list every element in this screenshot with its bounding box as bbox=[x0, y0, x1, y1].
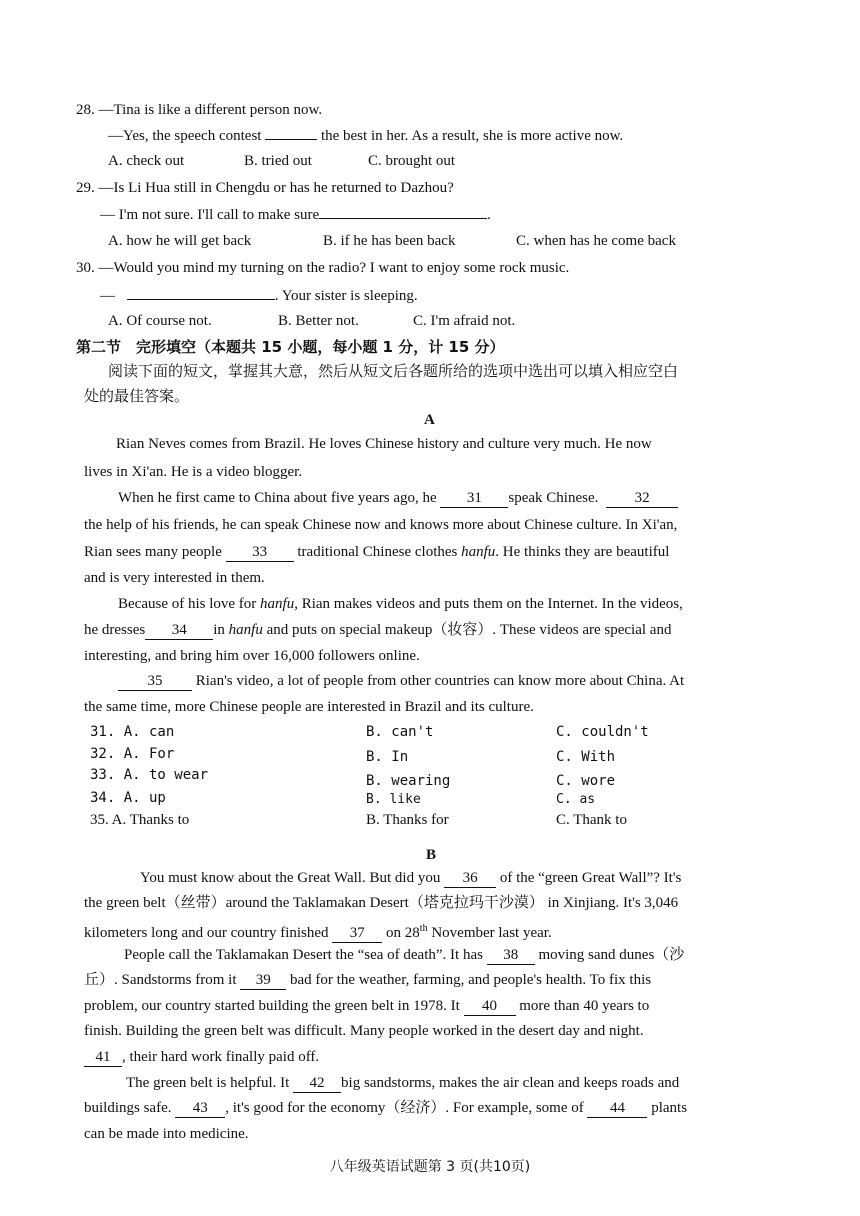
passage-line: problem, our country started building the green belt in 1978. It 40 more than 40 years to bbox=[84, 998, 650, 1014]
option-a: 33. A. to wear bbox=[90, 767, 209, 783]
question-28-response: —Yes, the speech contest the best in her. As a result, she is more active now. bbox=[108, 128, 624, 144]
question-30-response: — . Your sister is sleeping. bbox=[100, 288, 418, 304]
blank-31: 31 bbox=[440, 490, 508, 508]
option-a: 35. A. Thanks to bbox=[90, 812, 190, 828]
blank-42: 42 bbox=[293, 1075, 341, 1093]
question-number: 28. bbox=[76, 102, 95, 118]
passage-line: You must know about the Great Wall. But did you 36 of the “green Great Wall”? It's bbox=[140, 870, 682, 886]
question-30 bbox=[76, 258, 569, 278]
question-28 bbox=[76, 100, 322, 120]
option-c: C. when has he come back bbox=[516, 233, 676, 249]
passage-line: buildings safe. 43 , it's good for the economy（经济）. For example, some of 44 plants bbox=[84, 1100, 688, 1116]
answer-blank bbox=[265, 139, 317, 140]
passage-line: the help of his friends, he can speak Chinese now and knows more about Chinese culture. In Xi'an, bbox=[84, 517, 678, 533]
option-b: B. Thanks for bbox=[366, 812, 449, 828]
option-a: 34. A. up bbox=[90, 790, 166, 806]
passage-line: kilometers long and our country finished 37 on 28th November last year. bbox=[84, 923, 552, 941]
option-a: 32. A. For bbox=[90, 746, 175, 762]
blank-33: 33 bbox=[226, 544, 294, 562]
question-text: —Would you mind my turning on the radio? I want to enjoy some rock music. bbox=[98, 260, 570, 276]
section-instructions-cont: 处的最佳答案。 bbox=[84, 387, 190, 405]
blank-40: 40 bbox=[464, 998, 516, 1016]
blank-34: 34 bbox=[145, 622, 213, 640]
passage-line: When he first came to China about five years ago, he 31 speak Chinese. 32 bbox=[118, 488, 678, 508]
passage-line: interesting, and bring him over 16,000 followers online. bbox=[84, 648, 420, 664]
passage-line: can be made into medicine. bbox=[84, 1126, 249, 1142]
passage-line: he dresses 34 in hanfu and puts on special makeup（妆容）. These videos are special and bbox=[84, 622, 672, 638]
blank-44: 44 bbox=[587, 1100, 647, 1118]
option-c: C. brought out bbox=[368, 153, 456, 169]
option-c: C. couldn't bbox=[556, 724, 649, 740]
option-c: C. Thank to bbox=[556, 812, 627, 828]
blank-41: 41 bbox=[84, 1049, 122, 1067]
blank-35: 35 bbox=[118, 673, 192, 691]
passage-line: 丘）. Sandstorms from it 39 bad for the weather, farming, and people's health. To fix this bbox=[84, 972, 652, 988]
option-a: A. how he will get back bbox=[108, 233, 252, 249]
section-title: 第二节 完形填空（本题共 15 小题，每小题 1 分，计 15 分） bbox=[76, 338, 505, 356]
option-c: C. wore bbox=[556, 773, 616, 789]
blank-37: 37 bbox=[332, 925, 382, 943]
passage-line: the same time, more Chinese people are interested in Brazil and its culture. bbox=[84, 699, 534, 715]
passage-line: People call the Taklamakan Desert the “sea of death”. It has 38 moving sand dunes（沙 bbox=[124, 947, 685, 963]
option-a: 31. A. can bbox=[90, 724, 175, 740]
question-text: —Tina is like a different person now. bbox=[98, 102, 323, 118]
section-instructions: 阅读下面的短文，掌握其大意，然后从短文后各题所给的选项中选出可以填入相应空白 bbox=[108, 362, 679, 380]
passage-a-label: A bbox=[424, 412, 435, 428]
option-b: B. if he has been back bbox=[323, 233, 456, 249]
passage-line: Rian Neves comes from Brazil. He loves Chinese history and culture very much. He now bbox=[116, 436, 652, 452]
passage-line: lives in Xi'an. He is a video blogger. bbox=[84, 464, 303, 480]
passage-line: 35 Rian's video, a lot of people from other countries can know more about China. At bbox=[118, 671, 684, 691]
blank-32: 32 bbox=[606, 490, 678, 508]
option-c: C. as bbox=[556, 792, 596, 807]
question-text: —Is Li Hua still in Chengdu or has he returned to Dazhou? bbox=[98, 180, 454, 196]
question-number: 30. bbox=[76, 260, 95, 276]
option-a: A. check out bbox=[108, 153, 185, 169]
option-c: C. With bbox=[556, 749, 616, 765]
passage-line: The green belt is helpful. It 42 big sandstorms, makes the air clean and keeps roads and bbox=[126, 1075, 680, 1091]
option-c: C. I'm afraid not. bbox=[413, 313, 516, 329]
answer-blank bbox=[127, 299, 275, 300]
passage-line: Rian sees many people 33 traditional Chinese clothes hanfu. He thinks they are beautiful bbox=[84, 544, 670, 560]
option-b: B. can't bbox=[366, 724, 434, 740]
passage-line: Because of his love for hanfu, Rian makes videos and puts them on the Internet. In the videos, bbox=[118, 596, 683, 612]
blank-43: 43 bbox=[175, 1100, 225, 1118]
passage-b-label: B bbox=[426, 847, 437, 863]
passage-line: 41 , their hard work finally paid off. bbox=[84, 1047, 319, 1067]
answer-blank bbox=[319, 218, 487, 219]
blank-36: 36 bbox=[444, 870, 496, 888]
passage-line: finish. Building the green belt was difficult. Many people worked in the desert day and night. bbox=[84, 1023, 644, 1039]
passage-line: and is very interested in them. bbox=[84, 570, 265, 586]
option-b: B. wearing bbox=[366, 773, 451, 789]
blank-39: 39 bbox=[240, 972, 286, 990]
option-b: B. In bbox=[366, 749, 409, 765]
option-b: B. tried out bbox=[244, 153, 312, 169]
option-b: B. Better not. bbox=[278, 313, 359, 329]
blank-38: 38 bbox=[487, 947, 535, 965]
option-b: B. like bbox=[366, 792, 421, 807]
page-footer: 八年级英语试题第 3 页(共10页) bbox=[329, 1159, 531, 1175]
question-29 bbox=[76, 178, 454, 198]
question-number: 29. bbox=[76, 180, 95, 196]
passage-line: the green belt（丝带）around the Taklamakan Desert（塔克拉玛干沙漠） in Xinjiang. It's 3,046 bbox=[84, 895, 679, 911]
option-a: A. Of course not. bbox=[108, 313, 212, 329]
question-29-response: — I'm not sure. I'll call to make sure . bbox=[100, 207, 491, 223]
